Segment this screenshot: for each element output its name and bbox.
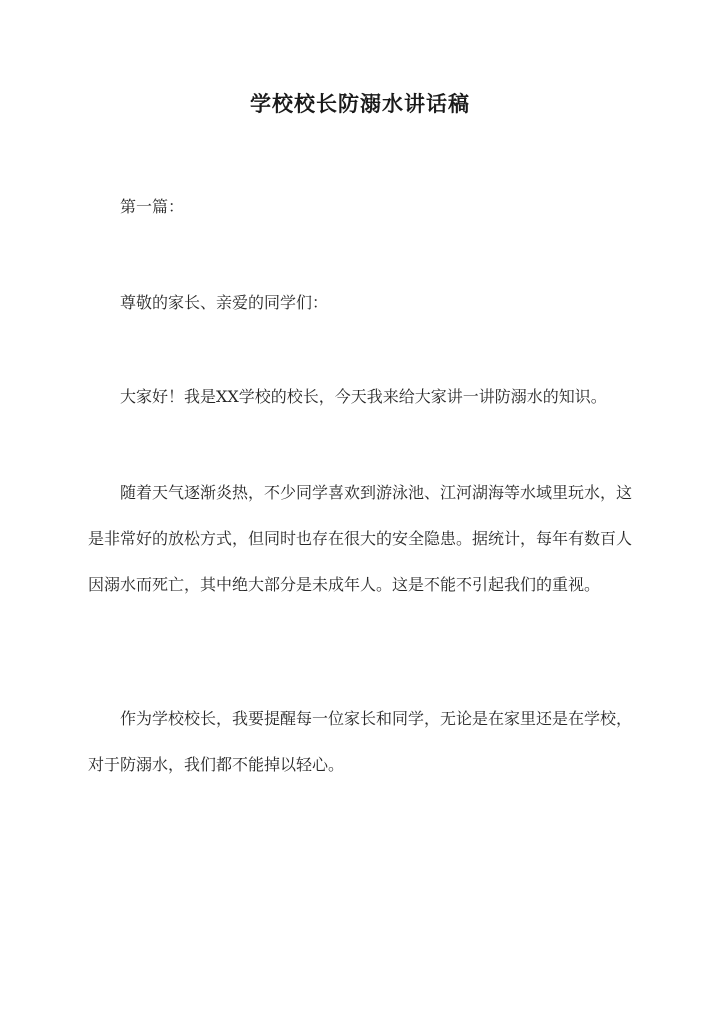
body-paragraph: 随着天气逐渐炎热，不少同学喜欢到游泳池、江河湖海等水域里玩水，这是非常好的放松方式，但同时也存在很大的安全隐患。据统计，每年有数百人因溺水而死亡，其中绝大部分是未成年人。这是不能不引起我们的重视。 bbox=[88, 483, 633, 594]
salutation: 尊敬的家长、亲爱的同学们： bbox=[120, 293, 329, 312]
document-title: 学校校长防溺水讲话稿 bbox=[250, 91, 470, 116]
greeting-paragraph: 大家好！我是XX学校的校长，今天我来给大家讲一讲防溺水的知识。 bbox=[120, 387, 607, 406]
body-paragraph: 作为学校校长，我要提醒每一位家长和同学，无论是在家里还是在学校，对于防溺水，我们都不能掉以轻心。 bbox=[88, 709, 633, 774]
section-heading: 第一篇： bbox=[120, 197, 185, 216]
